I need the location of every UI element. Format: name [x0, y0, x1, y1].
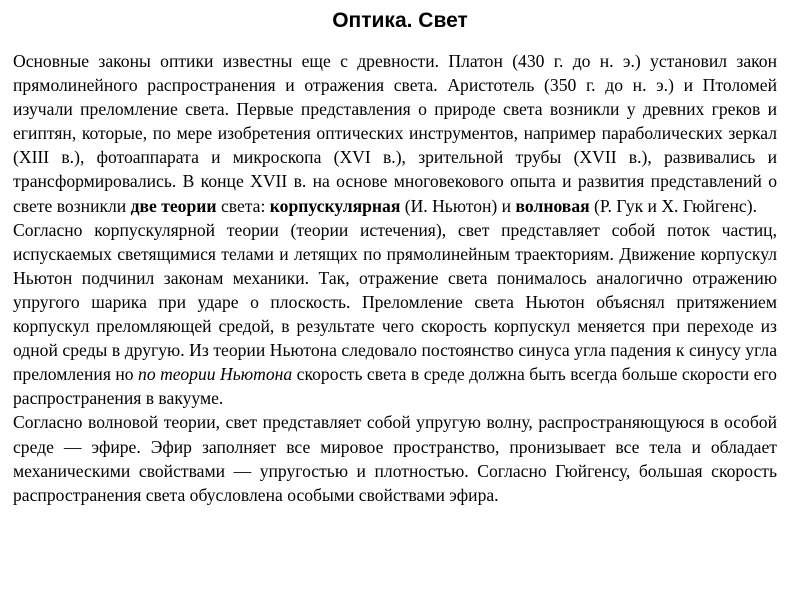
paragraph-corpuscular-theory [13, 218, 777, 411]
paragraph-history-text-4: (Р. Гук и Х. Гюйгенс). [589, 195, 757, 216]
paragraph-history-text-2: света: [216, 195, 270, 216]
page-title: Оптика. Свет [332, 9, 468, 32]
two-theories-bold: две теории [130, 195, 217, 216]
paragraph-history-text-3: (И. Ньютон) и [400, 195, 516, 216]
paragraph-history [13, 49, 777, 218]
body-text [13, 49, 777, 507]
paragraph-wave-theory: Согласно волновой теории, свет представляет собой упругую волну, распространяющуюся в особой среде — эфире. Эфир заполняет все мировое пространство, пронизывает все тела и обладает механическими свойствами — упругостью и плотностью. Согласно Гюйгенсу, большая скорость распространения света обусловлена особыми свойствами эфира. [13, 412, 777, 505]
paragraph-history-text-1: Основные законы оптики известны еще с древности. Платон (430 г. до н. э.) установил закон прямолинейного распространения и отражения света. Аристотель (350 г. до н. э.) и Птоломей изучали преломление света. Первые представления о природе света возникли у древних греков и египтян, которые, по мере изобретения оптических инструментов, например параболических зеркал (XIII в.), фотоаппарата и микроскопа (XVI в.), зрительной трубы (XVII в.), развивались и трансформировались. В конце XVII в. на основе многовекового опыта и развития представлений о свете возникли [13, 51, 777, 216]
paragraph-corpuscular-text-1: Согласно корпускулярной теории (теории истечения), свет представляет собой поток частиц, испускаемых светящимися телами и летящих по прямолинейным траекториям. Движение корпускул Ньютон подчинил законам механики. Так, отражение света понималось аналогично отражению упругого шарика при ударе о плоскость. Преломление света Ньютон объяснял притяжением корпускул преломляющей средой, в результате чего скорость корпускул меняется при переходе из одной среды в другую. Из теории Ньютона следовало постоянство синуса угла падения к синусу угла преломления но [13, 219, 777, 385]
corpuscular-bold: корпускулярная [269, 195, 401, 216]
newton-theory-italic: по теории Ньютона [138, 364, 293, 385]
wave-bold: волновая [515, 195, 590, 216]
paragraph-corpuscular-text-2: скорость света в среде должна быть всегда больше скорости его распространения в вакууме. [13, 364, 777, 409]
